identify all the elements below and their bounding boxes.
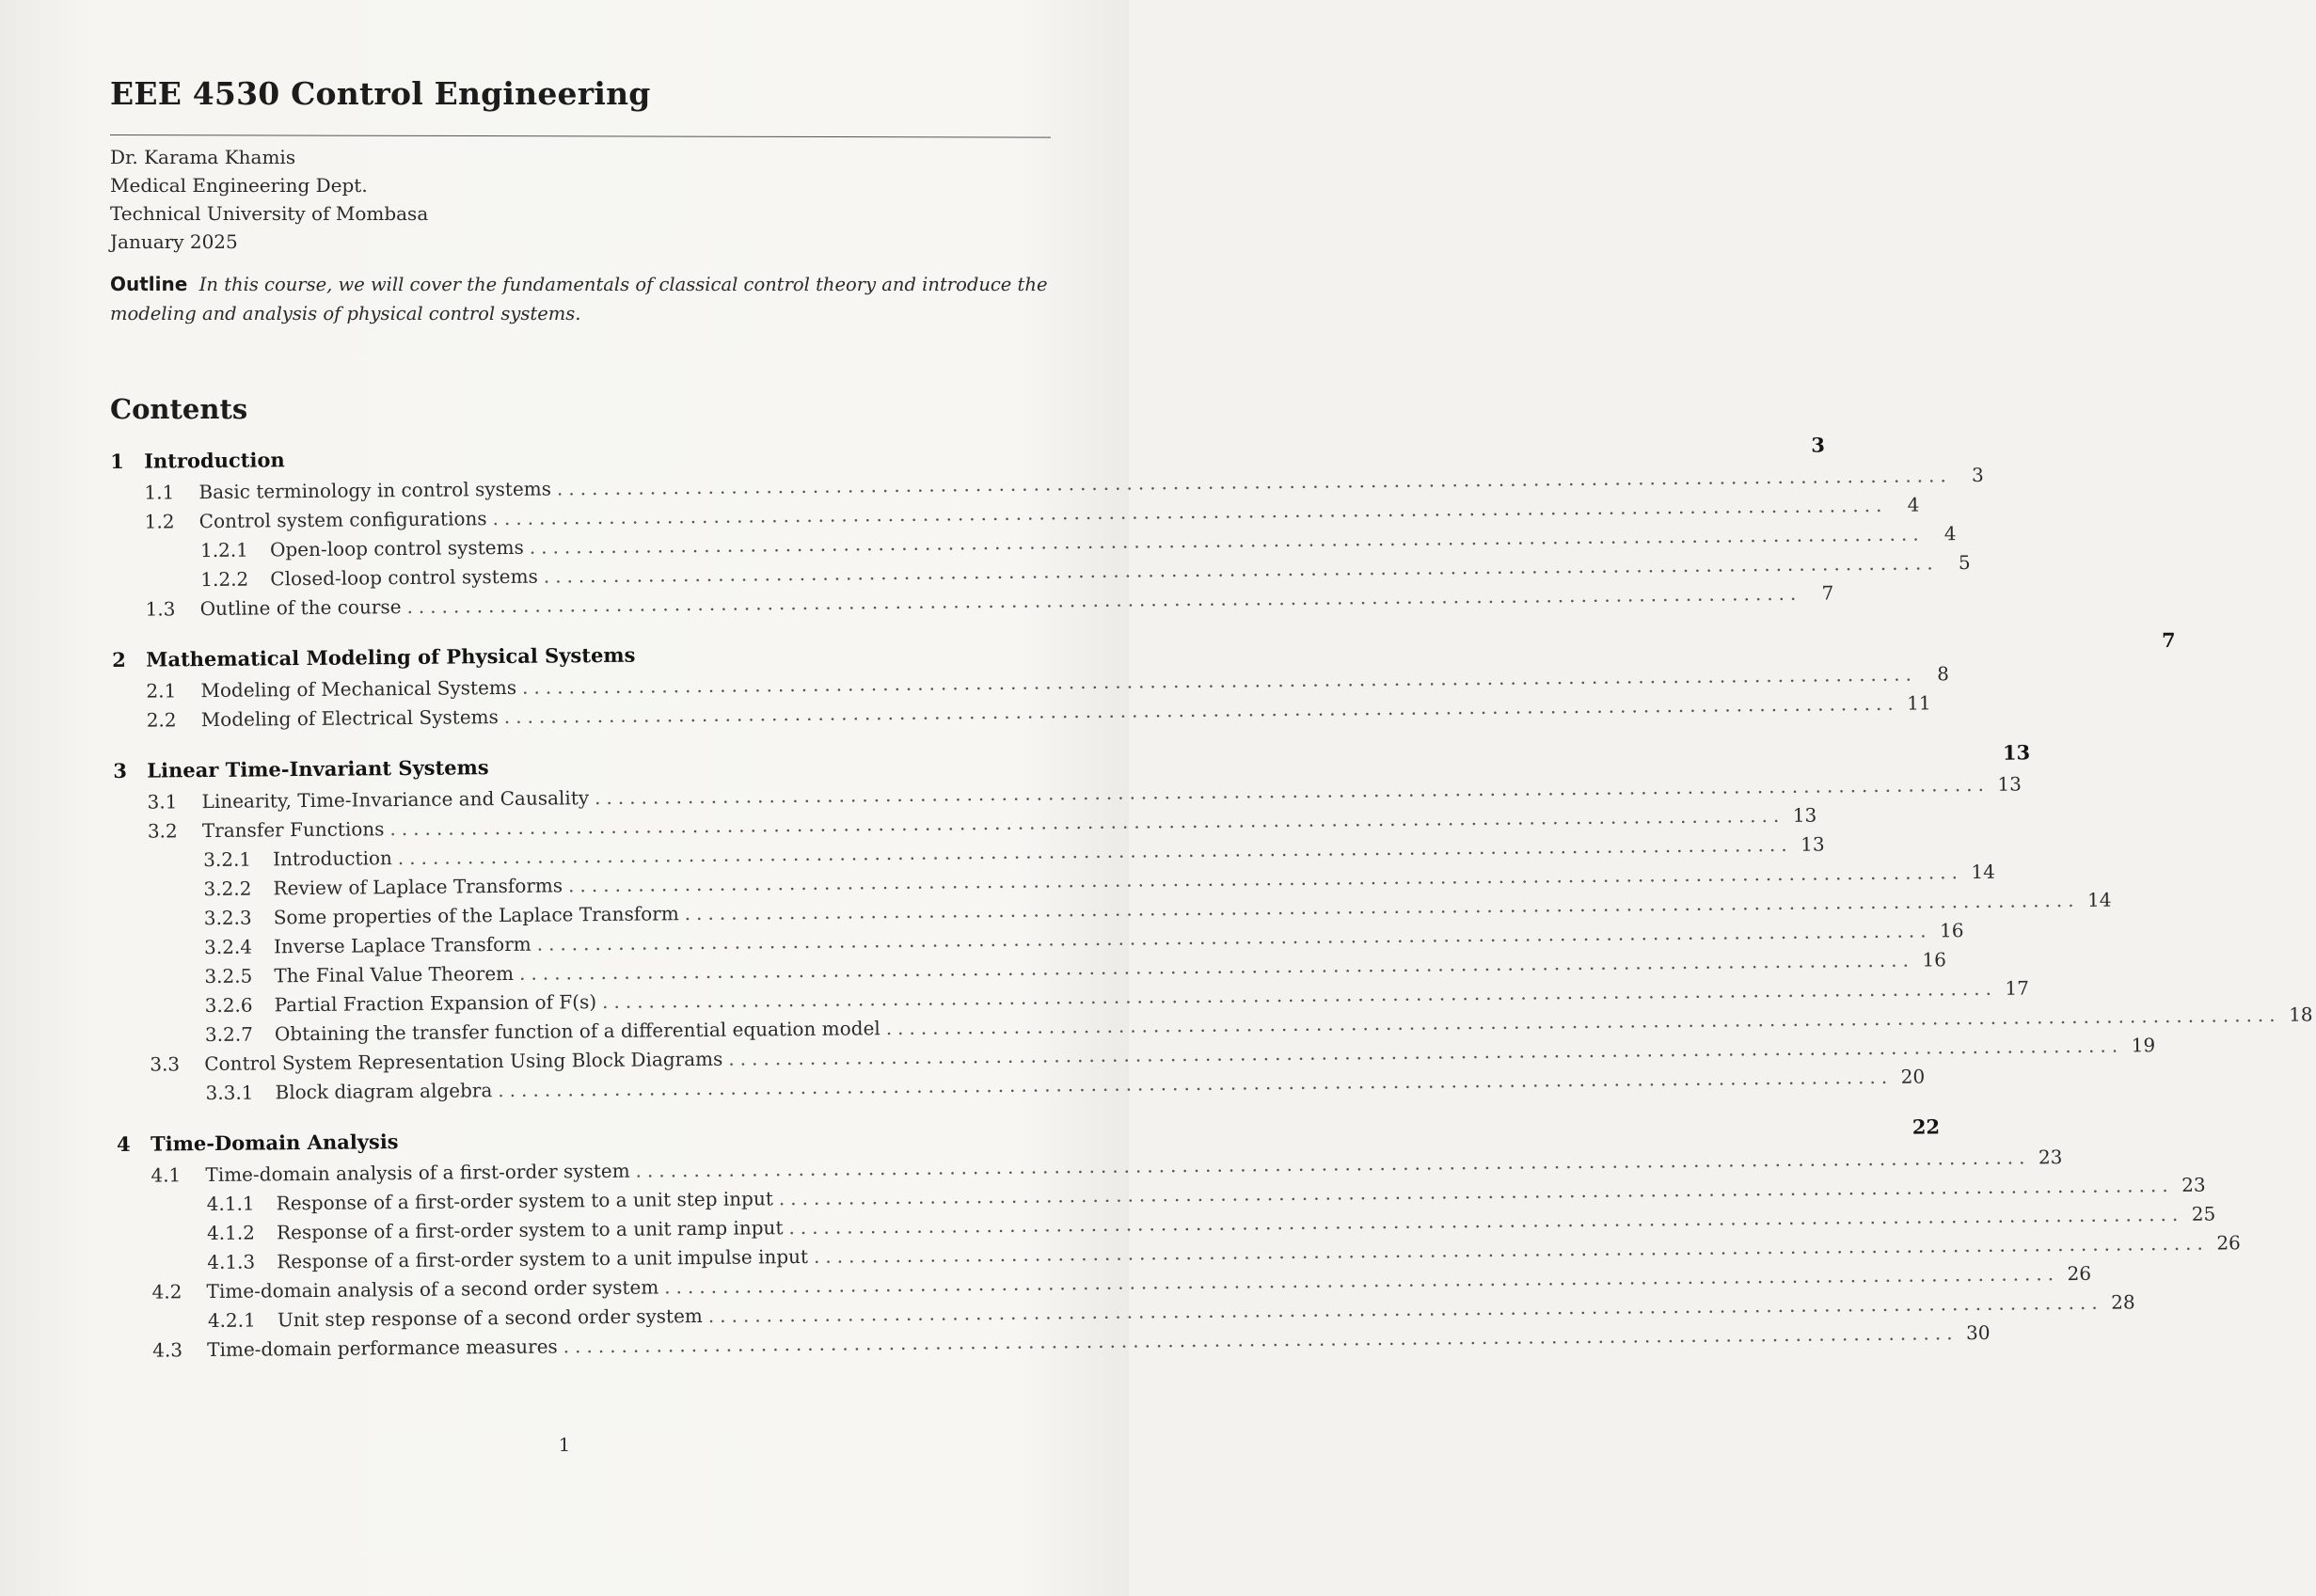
toc-dot-leader: ........................................................................................................................ xyxy=(521,662,1918,699)
toc-entry-number: 4.1.3 xyxy=(207,1250,256,1274)
toc-entry-number: 4.3 xyxy=(152,1338,183,1362)
toc-entry-title: Response of a first-order system to a unit impulse input xyxy=(277,1244,809,1273)
toc-entry-title: Partial Fraction Expansion of F(s) xyxy=(274,990,597,1017)
contents-heading: Contents xyxy=(110,393,248,425)
toc-entry-page: 5 xyxy=(1958,551,1971,575)
toc-entry-title: Introduction xyxy=(273,846,392,871)
toc-entry-number: 4.1 xyxy=(151,1163,182,1187)
toc-entry-page: 3 xyxy=(1971,463,1984,487)
toc-entry-number: 3.2.6 xyxy=(204,993,253,1018)
toc-dot-leader: ........................................................................................................................ xyxy=(601,976,1998,1014)
toc-entry-title: Time-domain performance measures xyxy=(207,1335,558,1362)
toc-entry-title: The Final Value Theorem xyxy=(274,961,515,988)
toc-entry-page: 17 xyxy=(2005,976,2030,1000)
toc-entry-title: Linear Time-Invariant Systems xyxy=(147,755,489,782)
toc-entry-page: 20 xyxy=(1900,1065,1926,1088)
toc-entry-title: Time-Domain Analysis xyxy=(150,1130,399,1156)
toc-entry-page: 18 xyxy=(2289,1003,2313,1026)
toc-entry-number: 2.1 xyxy=(146,679,177,703)
toc-entry-title: Open-loop control systems xyxy=(269,535,524,561)
toc-entry-title: Outline of the course xyxy=(199,595,402,621)
toc-dot-leader: ........................................................................................................................ xyxy=(529,522,1925,559)
toc-dot-leader: ........................................................................................................................ xyxy=(556,464,1952,500)
toc-entry-number: 4.1.1 xyxy=(206,1192,255,1216)
toc-entry-number: 1.3 xyxy=(145,597,176,621)
author-university: Technical University of Mombasa xyxy=(110,202,429,225)
toc-entry-number: 4 xyxy=(116,1131,131,1156)
toc-entry-title: Modeling of Mechanical Systems xyxy=(200,675,517,703)
author-name: Dr. Karama Khamis xyxy=(110,146,296,168)
author-date: January 2025 xyxy=(110,230,238,253)
toc-entry-number: 3.1 xyxy=(147,790,178,814)
toc-entry-title: Block diagram algebra xyxy=(275,1079,493,1104)
toc-dot-leader: ........................................................................................................................ xyxy=(885,1003,2281,1040)
toc-entry-number: 3.2.1 xyxy=(203,847,252,872)
toc-entry-page: 7 xyxy=(1821,581,1834,605)
toc-entry-number: 1.2 xyxy=(144,510,175,533)
toc-dot-leader: ........................................................................................................................ xyxy=(563,1321,1959,1358)
toc-entry-number: 3.2.4 xyxy=(203,935,253,959)
toc-entry-page: 25 xyxy=(2191,1202,2216,1225)
toc-dot-leader: ........................................................................................................................ xyxy=(503,691,1899,728)
toc-entry-page: 7 xyxy=(2161,627,2176,653)
toc-dot-leader: ........................................................................................................................ xyxy=(397,832,1793,870)
toc-dot-leader: ........................................................................................................................ xyxy=(778,1173,2174,1210)
toc-dot-leader: ........................................................................................................................ xyxy=(536,919,1932,956)
toc-entry-number: 3.3.1 xyxy=(205,1081,254,1105)
outline-label: Outline xyxy=(110,273,188,295)
toc-entry-number: 3.2.2 xyxy=(203,877,252,901)
toc-dot-leader: ........................................................................................................................ xyxy=(684,888,2080,925)
toc-entry-number: 3.2 xyxy=(147,819,178,843)
toc-entry-title: Closed-loop control systems xyxy=(270,564,538,591)
toc-entry-page: 3 xyxy=(1811,433,1826,457)
page-number: 1 xyxy=(558,1433,571,1456)
toc-entry-number: 2.2 xyxy=(146,708,177,732)
toc-entry-title: Mathematical Modeling of Physical Systems xyxy=(146,642,636,672)
toc-entry-page: 13 xyxy=(1800,832,1825,856)
toc-entry-number: 1 xyxy=(110,449,124,473)
toc-dot-leader: ........................................................................................................................ xyxy=(707,1290,2103,1327)
toc-entry-number: 3.2.3 xyxy=(203,906,252,930)
toc-entry-number: 4.1.2 xyxy=(206,1221,256,1245)
toc-dot-leader: ........................................................................................................................ xyxy=(728,1034,2124,1070)
toc-entry-number: 1.2.1 xyxy=(199,538,249,562)
toc-entry-title: Modeling of Electrical Systems xyxy=(200,705,499,732)
toc-entry-title: Response of a first-order system to a unit step input xyxy=(276,1187,773,1215)
toc-entry-number: 1.2.2 xyxy=(200,567,249,592)
toc-entry-page: 23 xyxy=(2038,1146,2063,1169)
toc-entry-title: Time-domain analysis of a first-order system xyxy=(205,1159,630,1187)
toc-entry-page: 4 xyxy=(1943,522,1957,545)
title-rule xyxy=(110,134,1051,138)
toc-entry-title: Review of Laplace Transforms xyxy=(273,874,563,900)
toc-dot-leader: ........................................................................................................................ xyxy=(788,1202,2184,1240)
toc-entry-title: Obtaining the transfer function of a differential equation model xyxy=(274,1017,880,1046)
toc-entry-number: 3.2.7 xyxy=(204,1022,253,1047)
toc-entry-title: Inverse Laplace Transform xyxy=(273,932,531,958)
toc-dot-leader: ........................................................................................................................ xyxy=(543,551,1939,588)
toc-entry-page: 30 xyxy=(1965,1320,1991,1345)
toc-entry-page: 8 xyxy=(1937,662,1950,686)
toc-entry-title: Transfer Functions xyxy=(201,817,385,843)
toc-entry-number: 3.2.5 xyxy=(204,964,253,988)
toc-dot-leader: ........................................................................................................................ xyxy=(389,803,1785,841)
toc-entry-page: 19 xyxy=(2131,1034,2156,1057)
table-of-contents xyxy=(110,433,2313,1368)
toc-entry-number: 2 xyxy=(112,647,126,672)
toc-dot-leader: ........................................................................................................................ xyxy=(594,772,1991,810)
toc-dot-leader: ........................................................................................................................ xyxy=(635,1146,2031,1182)
toc-entry-title: Basic terminology in control systems xyxy=(198,477,552,504)
toc-entry-title: Time-domain analysis of a second order system xyxy=(206,1275,659,1304)
author-block xyxy=(110,143,428,256)
toc-entry-title: Linearity, Time-Invariance and Causality xyxy=(201,786,590,814)
toc-entry-page: 14 xyxy=(1971,860,1996,884)
toc-entry-page: 4 xyxy=(1907,493,1920,516)
toc-entry-page: 26 xyxy=(2067,1261,2092,1286)
toc-entry-page: 13 xyxy=(1997,772,2023,796)
toc-dot-leader: ........................................................................................................................ xyxy=(567,861,1964,897)
outline-text: In this course, we will cover the fundamentals of classical control theory and introduce the modeling and analysis of physical control systems. xyxy=(110,274,1048,324)
toc-entry-number: 4.2 xyxy=(151,1280,182,1304)
toc-entry-number: 4.2.1 xyxy=(207,1308,256,1333)
toc-dot-leader: ........................................................................................................................ xyxy=(664,1262,2060,1299)
toc-entry-page: 26 xyxy=(2216,1231,2241,1255)
toc-entry-title: Control system configurations xyxy=(198,507,487,533)
toc-dot-leader: ........................................................................................................................ xyxy=(518,948,1915,985)
document-title: EEE 4530 Control Engineering xyxy=(110,75,651,112)
toc-entry-title: Unit step response of a second order system xyxy=(277,1304,703,1332)
toc-dot-leader: ........................................................................................................................ xyxy=(406,581,1802,618)
toc-entry-number: 1.1 xyxy=(144,481,175,504)
toc-entry-page: 13 xyxy=(1792,803,1817,827)
toc-entry-page: 16 xyxy=(1939,919,1964,942)
toc-dot-leader: ........................................................................................................................ xyxy=(492,493,1888,530)
toc-entry-page: 13 xyxy=(2002,740,2031,765)
toc-entry-page: 16 xyxy=(1922,948,1947,972)
toc-entry-title: Response of a first-order system to a unit ramp input xyxy=(276,1216,784,1244)
outline-paragraph xyxy=(110,270,1060,328)
toc-dot-leader: ........................................................................................................................ xyxy=(813,1231,2209,1268)
toc-entry-title: Introduction xyxy=(143,448,285,473)
toc-entry-page: 11 xyxy=(1907,691,1931,715)
toc-entry-number: 3.3 xyxy=(150,1052,181,1076)
toc-entry-page: 22 xyxy=(1911,1114,1941,1139)
toc-entry-title: Some properties of the Laplace Transform xyxy=(273,902,679,929)
toc-entry-number: 3 xyxy=(113,758,128,782)
author-dept: Medical Engineering Dept. xyxy=(110,174,368,197)
toc-entry-page: 14 xyxy=(2086,888,2112,911)
toc-entry-page: 23 xyxy=(2181,1173,2206,1196)
toc-dot-leader: ........................................................................................................................ xyxy=(498,1065,1894,1102)
toc-entry-page: 28 xyxy=(2111,1290,2135,1314)
toc-entry-title: Control System Representation Using Block Diagrams xyxy=(204,1047,723,1076)
